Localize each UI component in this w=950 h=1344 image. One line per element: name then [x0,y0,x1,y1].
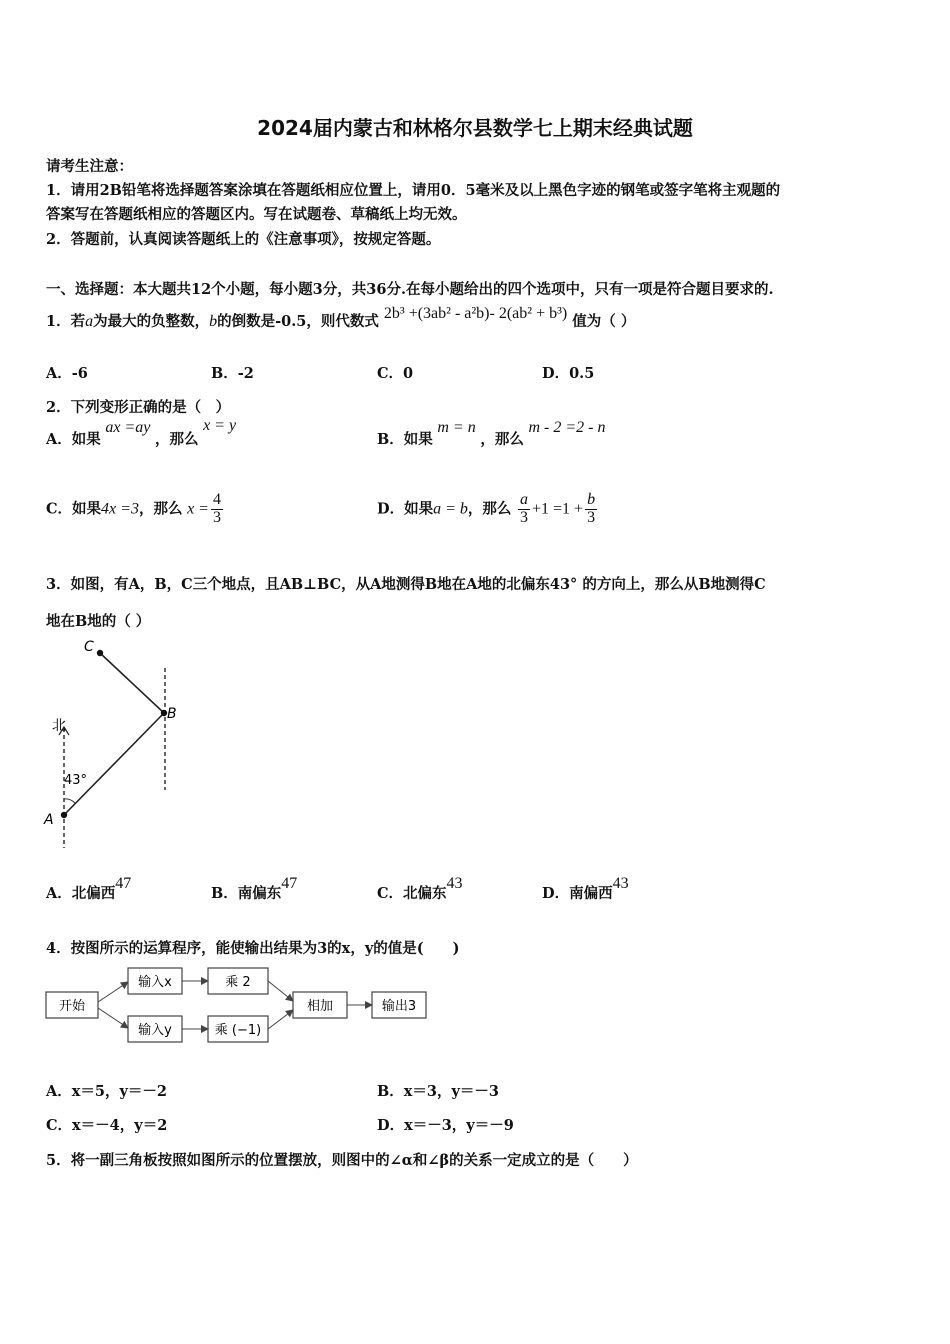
q4-option-d: D．x＝－3，y＝－9 [377,1117,514,1134]
flow-output-label: 输出3 [381,999,417,1014]
question-3-line-2: 地在B地的（ ） [46,613,151,630]
flow-mul2-label: 乘 2 [225,975,251,990]
notice-heading: 请考生注意： [46,158,133,175]
q3-option-c: C．北偏东43 [377,875,463,902]
angle-arc [64,799,75,803]
q2-option-a: A．如果 ax =ay ，那么 x = y [46,417,237,448]
label-c: C [84,639,94,655]
q1-option-b: B．-2 [211,365,254,382]
q1-option-c: C．0 [377,365,414,382]
q4-option-c: C．x＝－4，y＝2 [46,1117,168,1134]
q1-expression: 2b³ +(3ab² - a²b)- 2(ab² + b³) [383,305,568,322]
notice-line-3: 2．答题前，认真阅读答题纸上的《注意事项》，按规定答题。 [46,231,441,248]
notice-line-1: 1．请用2B铅笔将选择题答案涂填在答题纸相应位置上，请用0．5毫米及以上黑色字迹的钢笔或签字笔将主观题的 [46,182,781,199]
question-1: 1．若a为最大的负整数，b的倒数是-0.5，则代数式 2b³ +(3ab² - a²b)- 2(ab² + b³) 值为（ ） [46,305,636,330]
label-b: B [167,706,177,722]
q4-option-a: A．x＝5，y＝－2 [46,1083,167,1100]
q1-option-a: A．-6 [46,365,88,382]
notice-line-2: 答案写在答题纸相应的答题区内。写在试题卷、草稿纸上均无效。 [46,206,467,223]
q1-option-d: D．0.5 [542,365,595,382]
q2-option-c: C．如果4x =3，那么 x = $\frac{4}{3}$ [46,491,221,526]
page-title: 2024届内蒙古和林格尔县数学七上期末经典试题 [257,116,693,140]
flow-start-label: 开始 [58,999,86,1014]
flow-mul-neg1-label: 乘 (−1) [214,1023,262,1038]
q2-option-b: B．如果 m = n ，那么 m - 2 =2 - n [377,419,606,448]
flow-input-y-label: 输入y [138,1023,172,1038]
segment-ab [64,713,164,815]
label-north: 北 [52,718,66,734]
question-4: 4．按图所示的运算程序，能使输出结果为3的x，y的值是( ) [46,940,460,957]
question-3-line-1: 3．如图，有A，B，C三个地点，且AB⊥BC，从A地测得B地在A地的北偏东43° 的方向上，那么从B地测得C [46,576,766,593]
q3-direction-figure [40,636,190,851]
question-2: 2．下列变形正确的是（ ） [46,399,231,416]
flow-add-label: 相加 [306,999,334,1014]
q4-option-b: B．x＝3，y＝－3 [377,1083,500,1100]
section-heading: 一、选择题：本大题共12个小题，每小题3分，共36分.在每小题给出的四个选项中，只有一项是符合题目要求的. [46,281,774,298]
question-5: 5．将一副三角板按照如图所示的位置摆放，则图中的∠α和∠β的关系一定成立的是（ ） [46,1152,638,1169]
q3-option-a: A．北偏西47 [46,875,132,902]
q4-flowchart [44,964,434,1046]
q3-option-b: B．南偏东47 [211,875,298,902]
q2-option-d: D．如果a = b，那么 $\frac{a}{3}$ +1 =1 + $\frac{b}{3}$ [377,491,596,526]
flow-input-x-label: 输入x [138,975,172,990]
q3-option-d: D．南偏西43 [542,875,629,902]
label-a: A [44,812,54,828]
label-angle: 43° [64,773,88,788]
point-c [97,650,103,656]
point-a [61,812,67,818]
segment-cb [100,653,164,713]
